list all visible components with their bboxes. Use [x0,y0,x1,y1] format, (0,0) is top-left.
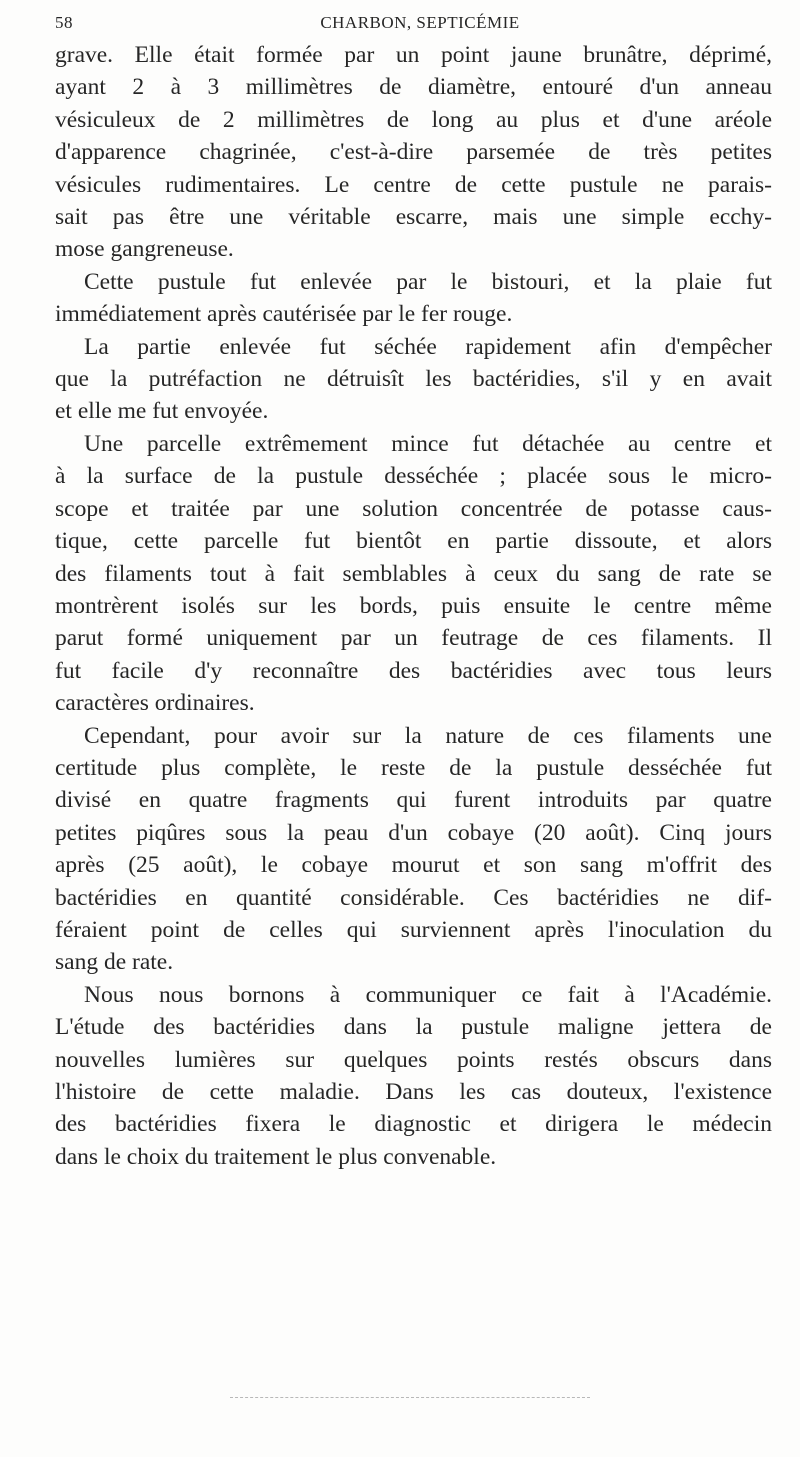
text-line: féraient point de celles qui surviennent après l'inoculation du [55,916,772,943]
text-line: immédiatement après cautérisée par le fer rouge. [55,301,513,328]
text-line: à la surface de la pustule desséchée ; placée sous le micro- [55,463,772,490]
text-line: petites piqûres sous la peau d'un cobaye (20 août). Cinq jours [55,819,772,846]
text-line: sang de rate. [55,949,174,976]
text-line: des filaments tout à fait semblables à ceux du sang de rate se [55,560,772,587]
text-line: sait pas être une véritable escarre, mais une simple ecchy- [55,204,772,231]
paragraph [55,720,772,979]
text-line: nouvelles lumières sur quelques points restés obscurs dans [55,1046,772,1073]
text-line: caractères ordinaires. [55,690,255,717]
text-line: L'étude des bactéridies dans la pustule maligne jettera de [55,1014,772,1041]
text-line: dans le choix du traitement le plus convenable. [55,1143,497,1170]
text-line: et elle me fut envoyée. [55,398,269,425]
text-line: certitude plus complète, le reste de la pustule desséchée fut [55,754,772,781]
text-line: parut formé uniquement par un feutrage de ces filaments. Il [55,625,772,652]
text-line: Nous nous bornons à communiquer ce fait à l'Académie. [84,981,772,1008]
paragraph [55,979,772,1173]
text-line: vésiculeux de 2 millimètres de long au plus et d'une aréole [55,106,772,133]
text-line: mose gangreneuse. [55,236,234,263]
body-text [55,39,772,1173]
text-line: Cette pustule fut enlevée par le bistouri, et la plaie fut [84,268,772,295]
bottom-rule [230,1397,590,1398]
text-line: l'histoire de cette maladie. Dans les cas douteux, l'existence [55,1079,772,1105]
paragraph [55,428,772,720]
text-line: Cependant, pour avoir sur la nature de ces filaments une [84,722,772,749]
text-line: bactéridies en quantité considérable. Ces bactéridies ne dif- [55,884,772,911]
paragraph [55,331,772,428]
text-line: scope et traitée par une solution concentrée de potasse caus- [55,495,772,522]
text-line: Une parcelle extrêmement mince fut détachée au centre et [84,430,772,457]
text-line: montrèrent isolés sur les bords, puis ensuite le centre même [55,592,772,619]
text-line: grave. Elle était formée par un point jaune brunâtre, déprimé, [55,42,772,68]
paragraph [55,39,772,266]
text-line: tique, cette parcelle fut bientôt en partie dissoute, et alors [55,528,772,555]
page-number: 58 [55,13,73,32]
text-line: divisé en quatre fragments qui furent introduits par quatre [55,787,772,814]
text-line: La partie enlevée fut séchée rapidement afin d'empêcher [84,333,772,360]
text-line: des bactéridies fixera le diagnostic et dirigera le médecin [55,1111,772,1138]
paragraph [55,266,772,331]
running-title: CHARBON, SEPTICÉMIE [320,13,520,32]
text-line: après (25 août), le cobaye mourut et son sang m'offrit des [55,852,772,879]
text-line: fut facile d'y reconnaître des bactéridies avec tous leurs [55,657,772,684]
text-line: vésicules rudimentaires. Le centre de cette pustule ne parais- [55,171,772,198]
text-line: ayant 2 à 3 millimètres de diamètre, entouré d'un anneau [55,74,772,101]
running-head [55,13,775,39]
text-line: d'apparence chagrinée, c'est-à-dire parsemée de très petites [55,139,772,166]
text-line: que la putréfaction ne détruisît les bactéridies, s'il y en avait [55,366,772,393]
